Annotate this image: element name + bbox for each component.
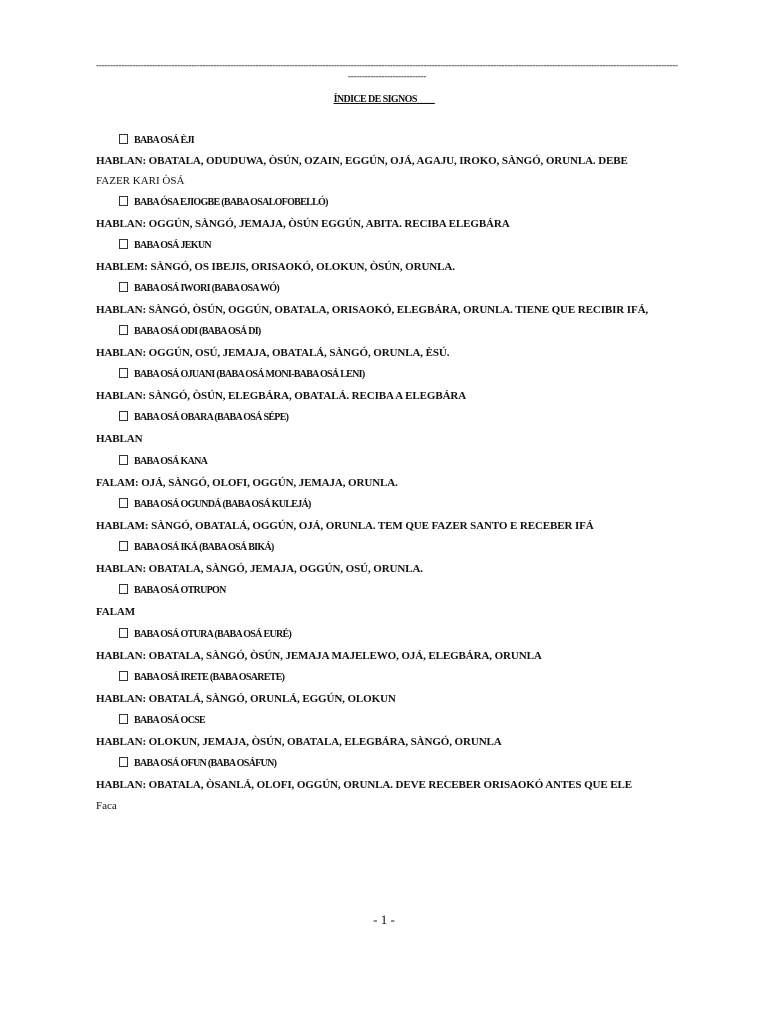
checkbox-bullet-icon	[119, 584, 128, 594]
page-number: - 1 -	[373, 912, 395, 927]
sign-name: BABA OSÁ OFUN (BABA OSÁFUN)	[134, 758, 277, 769]
orisha-line-15: HABLAN: OBATALA, ÒSANLÁ, OLOFI, OGGÚN, ORUNLA. DEVE RECEBER ORISAOKÓ ANTES QUE ELE	[96, 779, 632, 791]
sign-entry-9	[119, 498, 311, 510]
sign-entry-15	[119, 757, 276, 769]
sign-entry-6	[119, 368, 365, 380]
sign-name: BABA OSÁ ÈJI	[134, 135, 194, 146]
sign-entry-3	[119, 239, 211, 251]
orisha-line-8: FALAM: OJÁ, SÀNGÓ, OLOFI, OGGÚN, JEMAJA, ORUNLA.	[96, 477, 398, 489]
sign-name: BABA OSÁ KANA	[134, 456, 208, 467]
orisha-line-1: HABLAN: OBATALA, ODUDUWA, ÒSÚN, OZAIN, EGGÚN, OJÁ, AGAJU, IROKO, SÀNGÓ, ORUNLA. DEBE	[96, 155, 628, 167]
sign-entry-14	[119, 714, 205, 726]
checkbox-bullet-icon	[119, 541, 128, 551]
sign-entry-1	[119, 134, 194, 146]
checkbox-bullet-icon	[119, 368, 128, 378]
sign-name: BABA OSÁ OTURA (BABA OSÁ EURÉ)	[134, 629, 292, 640]
checkbox-bullet-icon	[119, 628, 128, 638]
sign-name: BABA OSÁ ODI (BABA OSÁ DI)	[134, 326, 261, 337]
checkbox-bullet-icon	[119, 196, 128, 206]
checkbox-bullet-icon	[119, 455, 128, 465]
orisha-line-13: HABLAN: OBATALÁ, SÀNGÓ, ORUNLÁ, EGGÚN, OLOKUN	[96, 693, 396, 705]
sign-entry-13	[119, 671, 284, 683]
sign-name: BABA OSÁ JEKUN	[134, 240, 211, 251]
orisha-line-4: HABLAN: SÀNGÓ, ÒSÚN, OGGÚN, OBATALA, ORISAOKÓ, ELEGBÁRA, ORUNLA. TIENE QUE RECIBIR IFÁ,	[96, 304, 649, 316]
title-text: ÍNDICE DE SIGNOS	[333, 94, 417, 105]
checkbox-bullet-icon	[119, 282, 128, 292]
checkbox-bullet-icon	[119, 671, 128, 681]
sign-entry-10	[119, 541, 274, 553]
document-title	[0, 94, 768, 105]
orisha-line-9: HABLAM: SÀNGÓ, OBATALÁ, OGGÚN, OJÁ, ORUNLA. TEM QUE FAZER SANTO E RECEBER IFÁ	[96, 520, 594, 532]
orisha-line-7: HABLAN	[96, 433, 143, 445]
checkbox-bullet-icon	[119, 325, 128, 335]
sign-name: BABA ÓSA EJIOGBE (BABA OSALOFOBELLÓ)	[134, 197, 328, 208]
sign-entry-12	[119, 628, 291, 640]
orisha-line-3: HABLEM: SÀNGÓ, OS IBEJIS, ORISAOKÓ, OLOKUN, ÒSÚN, ORUNLA.	[96, 261, 455, 273]
orisha-line-2: HABLAN: OGGÚN, SÀNGÓ, JEMAJA, ÒSÚN EGGÚN, ABITA. RECIBA ELEGBÁRA	[96, 218, 510, 230]
continuation-line-1: FAZER KARI ÒSÁ	[96, 175, 185, 187]
orisha-line-12: HABLAN: OBATALA, SÀNGÓ, ÒSÚN, JEMAJA MAJELEWO, OJÁ, ELEGBÁRA, ORUNLA	[96, 650, 542, 662]
sign-entry-2	[119, 196, 328, 208]
checkbox-bullet-icon	[119, 498, 128, 508]
sign-entry-11	[119, 584, 226, 596]
orisha-line-14: HABLAN: OLOKUN, JEMAJA, ÒSÚN, OBATALA, ELEGBÁRA, SÀNGÓ, ORUNLA	[96, 736, 502, 748]
orisha-line-11: FALAM	[96, 606, 136, 618]
checkbox-bullet-icon	[119, 411, 128, 421]
orisha-line-6: HABLAN: SÀNGÓ, ÒSÚN, ELEGBÁRA, OBATALÁ. RECIBA A ELEGBÁRA	[96, 390, 467, 402]
title-underline: ____	[416, 94, 435, 105]
sign-name: BABA OSÁ OCSE	[134, 715, 205, 726]
sign-entry-5	[119, 325, 261, 337]
sign-name: BABA OSÁ OJUANI (BABA OSÁ MONI-BABA OSÁ LENI)	[134, 369, 365, 380]
checkbox-bullet-icon	[119, 239, 128, 249]
sign-name: BABA OSÁ IWORI (BABA OSA WÓ)	[134, 283, 279, 294]
sign-name: BABA OSÁ OTRUPON	[134, 585, 226, 596]
continuation-line-15: Faca	[96, 800, 117, 812]
sign-entry-8	[119, 455, 207, 467]
sign-name: BABA OSÁ IRETE (BABA OSARETE)	[134, 672, 285, 683]
checkbox-bullet-icon	[119, 714, 128, 724]
header-dash-rule: --------------------------------------------------------------------------------------------------------------------------------------------------------------------------------------------------------------------------------------------	[96, 60, 678, 81]
sign-name: BABA OSÁ OBARA (BABA OSÁ SÉPE)	[134, 412, 289, 423]
sign-name: BABA OSÁ IKÁ (BABA OSÁ BIKÁ)	[134, 542, 274, 553]
orisha-line-10: HABLAN: OBATALA, SÀNGÓ, JEMAJA, OGGÚN, OSÚ, ORUNLA.	[96, 563, 423, 575]
sign-entry-4	[119, 282, 279, 294]
checkbox-bullet-icon	[119, 757, 128, 767]
orisha-line-5: HABLAN: OGGÚN, OSÚ, JEMAJA, OBATALÁ, SÀNGÓ, ORUNLA, ÈSÚ.	[96, 347, 450, 359]
sign-entry-7	[119, 411, 288, 423]
sign-name: BABA OSÁ OGUNDÁ (BABA OSÁ KULEJÁ)	[134, 499, 311, 510]
checkbox-bullet-icon	[119, 134, 128, 144]
